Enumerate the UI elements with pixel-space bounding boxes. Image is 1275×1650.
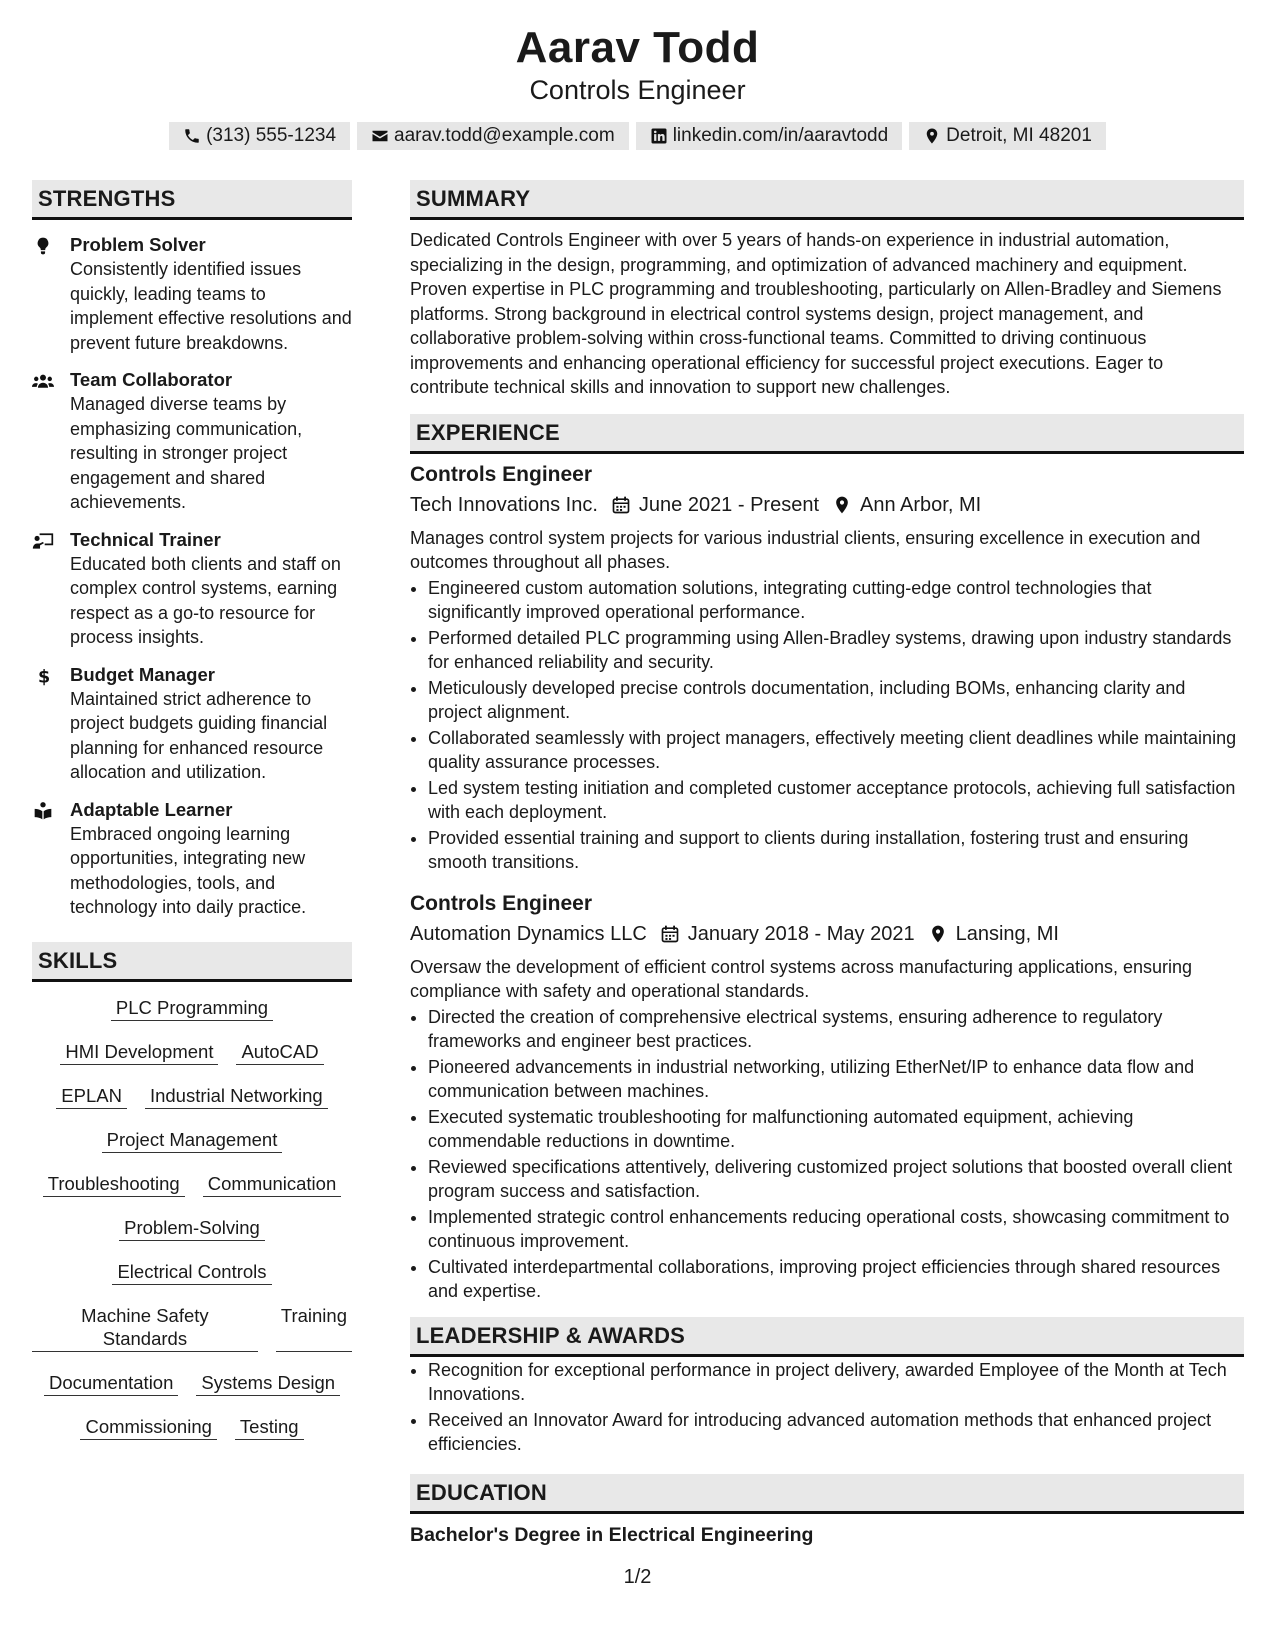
- right-column: [410, 180, 1244, 1548]
- skill-tag: Industrial Networking: [145, 1084, 328, 1109]
- strength-description: Maintained strict adherence to project budgets guiding financial planning for enhanced resource allocation and utilization.: [70, 688, 328, 782]
- job-bullet: • Performed detailed PLC programming using Allen-Bradley systems, drawing upon industry standards for enhanced reliability and security.: [428, 626, 1244, 674]
- job-entry: [410, 462, 1244, 874]
- skills-heading: SKILLS: [32, 942, 352, 982]
- job-bullet: • Implemented strategic control enhancements reducing operational costs, showcasing commitment to continuous improvement.: [428, 1205, 1244, 1253]
- skill-tag: EPLAN: [56, 1084, 127, 1109]
- job-meta: [410, 921, 1244, 947]
- strength-item: [32, 368, 352, 515]
- skill-tag: Training: [276, 1304, 352, 1352]
- skill-tag: Communication: [203, 1172, 342, 1197]
- degree-title: Bachelor's Degree in Electrical Engineering: [410, 1523, 814, 1546]
- skill-row: [32, 996, 352, 1021]
- page-number: 1/2: [623, 1566, 652, 1588]
- job-bullet: • Pioneered advancements in industrial networking, utilizing EtherNet/IP to enhance data flow and communication between machines.: [428, 1055, 1244, 1103]
- experience-heading: EXPERIENCE: [410, 414, 1244, 454]
- job-dates: January 2018 - May 2021: [687, 922, 915, 945]
- skill-tag: Electrical Controls: [112, 1260, 271, 1285]
- job-entry: [410, 891, 1244, 1303]
- skill-row: [32, 1172, 352, 1197]
- job-location: Lansing, MI: [955, 922, 1059, 945]
- contact-bar: [0, 122, 1275, 150]
- strength-title: Team Collaborator: [70, 369, 233, 390]
- strength-description: Embraced ongoing learning opportunities, integrating new methodologies, tools, and technology into daily practice.: [70, 823, 307, 917]
- job-bullets: [410, 576, 1244, 874]
- company-name: Automation Dynamics LLC: [410, 922, 647, 945]
- job-title: Controls Engineer: [410, 462, 593, 486]
- job-meta: [410, 492, 1244, 518]
- skill-row: [32, 1304, 352, 1352]
- contact-phone[interactable]: [169, 122, 350, 150]
- job-bullet: • Provided essential training and support to clients during installation, fostering trust and ensuring smooth transitions.: [428, 826, 1244, 874]
- skill-row: [32, 1216, 352, 1241]
- skill-tag: Problem-Solving: [119, 1216, 265, 1241]
- job-bullet: • Meticulously developed precise controls documentation, including BOMs, enhancing clarity and project alignment.: [428, 676, 1244, 724]
- strength-description: Managed diverse teams by emphasizing communication, resulting in stronger project engagement and shared achievements.: [70, 394, 303, 512]
- resume-header: [0, 22, 1275, 150]
- skill-tag: Testing: [235, 1415, 304, 1440]
- strength-item: [32, 663, 352, 785]
- job-description: Oversaw the development of efficient control systems across manufacturing applications, ensuring compliance with safety and operational standards.: [410, 956, 1193, 1001]
- award-item: • Recognition for exceptional performance in project delivery, awarded Employee of the Month at Tech Innovations.: [428, 1358, 1244, 1406]
- skill-tag: HMI Development: [60, 1040, 218, 1065]
- job-bullet: • Directed the creation of comprehensive electrical systems, ensuring adherence to regulatory frameworks and engineer best practices.: [428, 1005, 1244, 1053]
- award-item: • Received an Innovator Award for introducing advanced automation methods that enhanced project efficiencies.: [428, 1408, 1244, 1456]
- phone-icon: [183, 127, 201, 145]
- skill-tag: PLC Programming: [111, 996, 273, 1021]
- contact-linkedin[interactable]: [636, 122, 902, 150]
- skill-tag: Troubleshooting: [43, 1172, 185, 1197]
- company-name: Tech Innovations Inc.: [410, 493, 598, 516]
- candidate-role: Controls Engineer: [529, 75, 746, 105]
- left-column: [32, 180, 352, 1459]
- map-pin-icon: [928, 924, 948, 944]
- skill-tag: Machine Safety Standards: [32, 1304, 258, 1352]
- job-bullet: • Cultivated interdepartmental collaborations, improving project efficiencies through shared resources and expertise.: [428, 1255, 1244, 1303]
- contact-location-text: Detroit, MI 48201: [946, 125, 1092, 146]
- skill-row: [32, 1084, 352, 1109]
- job-dates: June 2021 - Present: [638, 493, 820, 516]
- lightbulb-icon: [32, 233, 70, 355]
- summary-heading: SUMMARY: [410, 180, 1244, 220]
- strength-item: [32, 233, 352, 355]
- contact-phone-text: (313) 555-1234: [206, 125, 337, 146]
- job-location: Ann Arbor, MI: [860, 493, 982, 516]
- skill-row: [32, 1260, 352, 1285]
- contact-linkedin-text: linkedin.com/in/aaravtodd: [672, 125, 889, 146]
- calendar-icon: [660, 924, 680, 944]
- education-heading: EDUCATION: [410, 1474, 1244, 1514]
- book-reader-icon: [32, 798, 70, 920]
- job-title: Controls Engineer: [410, 891, 593, 915]
- strength-title: Budget Manager: [70, 663, 215, 685]
- job-bullet: • Executed systematic troubleshooting for malfunctioning automated equipment, achieving commendable reductions in downtime.: [428, 1105, 1244, 1153]
- strength-item: [32, 798, 352, 920]
- linkedin-icon: [650, 127, 668, 145]
- skill-tag: Systems Design: [196, 1371, 340, 1396]
- strength-title: Adaptable Learner: [70, 798, 233, 820]
- job-bullet: • Reviewed specifications attentively, delivering customized project solutions that boosted overall client program success and satisfaction.: [428, 1155, 1244, 1203]
- users-icon: [32, 368, 70, 515]
- skill-row: [32, 1415, 352, 1440]
- leadership-heading: LEADERSHIP & AWARDS: [410, 1317, 1244, 1357]
- map-pin-icon: [923, 127, 941, 145]
- job-bullets: [410, 1005, 1244, 1303]
- contact-email-text: aarav.todd@example.com: [394, 125, 615, 146]
- skill-tag: AutoCAD: [236, 1040, 323, 1065]
- job-description: Manages control system projects for various industrial clients, ensuring excellence in execution and outcomes throughout all phases.: [410, 527, 1201, 572]
- map-pin-icon: [832, 495, 852, 515]
- contact-email[interactable]: [357, 122, 629, 150]
- skills-list: [32, 996, 352, 1440]
- job-bullet: • Collaborated seamlessly with project managers, effectively meeting client deadlines while maintaining quality assurance processes.: [428, 726, 1244, 774]
- calendar-icon: [611, 495, 631, 515]
- strength-description: Educated both clients and staff on complex control systems, earning respect as a go-to resource for process insights.: [70, 553, 341, 647]
- strength-title: Technical Trainer: [70, 528, 221, 550]
- svg-text:$: $: [38, 667, 51, 686]
- contact-location: [909, 122, 1106, 150]
- candidate-name: Aarav Todd: [515, 23, 760, 72]
- skill-row: [32, 1371, 352, 1396]
- summary-text: Dedicated Controls Engineer with over 5 years of hands-on experience in industrial automation, specializing in the design, programming, and optimization of advanced machinery and equipment. Proven expertise in PLC programming and troubleshooting, particularly on Allen-Bradley and Siemens platforms. Strong background in electrical control systems design, project management, and collaborative problem-solving within cross-functional teams. Committed to driving continuous improvements and enhancing operational efficiency for successful project executions. Eager to contribute technical skills and innovation to support new challenges.: [410, 230, 1222, 397]
- strength-description: Consistently identified issues quickly, leading teams to implement effective resolutions and prevent future breakdowns.: [70, 259, 352, 353]
- skill-row: [32, 1040, 352, 1065]
- strength-item: [32, 528, 352, 650]
- chalkboard-teacher-icon: [32, 528, 70, 650]
- skill-tag: Commissioning: [80, 1415, 216, 1440]
- envelope-icon: [371, 127, 389, 145]
- job-bullet: • Engineered custom automation solutions, integrating cutting-edge control technologies that significantly improved operational performance.: [428, 576, 1244, 624]
- leadership-list: [410, 1358, 1244, 1456]
- dollar-icon: [32, 663, 70, 785]
- skill-tag: Documentation: [44, 1371, 178, 1396]
- strengths-heading: STRENGTHS: [32, 180, 352, 220]
- strength-title: Problem Solver: [70, 234, 206, 255]
- job-bullet: • Led system testing initiation and completed customer acceptance protocols, achieving full satisfaction with each deployment.: [428, 776, 1244, 824]
- skill-tag: Project Management: [102, 1128, 283, 1153]
- skill-row: [32, 1128, 352, 1153]
